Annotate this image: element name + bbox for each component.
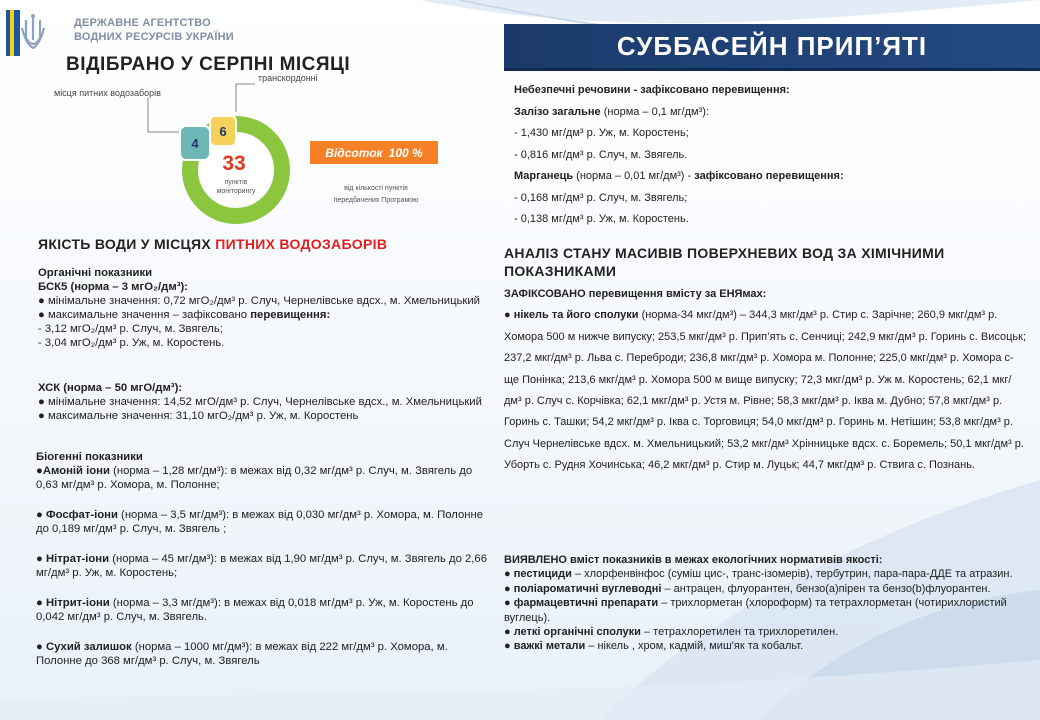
quality-title — [38, 236, 387, 252]
biogenic-heading: Біогенні показники — [36, 451, 143, 463]
percent-value: 100 % — [388, 145, 423, 160]
xsk-max: ● максимальне значення: 31,10 мгО₂/дм³ р. Уж, м. Коростень — [38, 410, 359, 422]
manganese-value-2: - 0,138 мг/дм³ р. Уж, м. Коростень. — [514, 213, 689, 225]
quality-title-highlight: ПИТНИХ ВОДОЗАБОРІВ — [215, 236, 388, 252]
biogenic-block — [36, 450, 488, 492]
bsk-value-1: - 3,12 мгО₂/дм³ р. Случ, м. Звягель; — [38, 323, 223, 335]
agency-name-line2: ВОДНИХ РЕСУРСІВ УКРАЇНИ — [74, 31, 234, 43]
bsk-heading: БСК5 (норма – 3 мгО₂/дм³): — [38, 281, 188, 293]
iron-line: Залізо загальне (норма – 0,1 мг/дм³): — [514, 105, 709, 118]
phosphate-item: ● Фосфат-іони (норма – 3,5 мг/дм³): в межах від 0,030 мг/дм³ р. Хомора, м. Полонне до 0,189 мг/дм³ р. Случ, м. Звягель ; — [36, 509, 483, 535]
drinking-count: 4 — [191, 136, 199, 151]
metals-item: ● важкі метали – нікель , хром, кадмій, миш'як та кобальт. — [504, 640, 804, 653]
pesticides-item: ● пестициди – хлорфенвінфос (суміш цис-, транс-ізомерів), тербутрин, пара-пара-ДДЕ та атразин. — [504, 568, 1013, 581]
monitoring-total: 33 — [222, 152, 246, 175]
bsk-value-2: - 3,04 мгО₂/дм³ р. Уж, м. Коростень. — [38, 337, 225, 349]
percent-note-line1: від кількості пунктів — [344, 185, 408, 192]
monitoring-total-caption — [206, 178, 266, 196]
pah-item: ● поліароматичні вуглеводні – антрацен, флуорантен, бензо(а)пірен та бензо(b)флуорантен. — [504, 582, 991, 595]
ammonium-item: ●Амоній іони (норма – 1,28 мг/дм³): в межах від 0,32 мг/дм³ р. Случ, м. Звягель до 0,63 мг/дм³ р. Хомора, м. Полонне; — [36, 465, 473, 491]
iron-value-2: - 0,816 мг/дм³ р. Случ, м. Звягель. — [514, 148, 688, 161]
total-caption-line1: пунктів — [224, 179, 248, 186]
analysis-body — [504, 284, 1028, 477]
percent-note-line2: передбачених Програмою — [333, 197, 419, 204]
percent-badge — [310, 141, 438, 164]
basin-title: СУББАСЕЙН ПРИП’ЯТІ — [616, 30, 928, 61]
hazardous-block — [514, 80, 1014, 231]
hazardous-heading: Небезпечні речовини - зафіксовано перевищення: — [514, 84, 790, 96]
percent-note — [320, 183, 432, 207]
iron-value-1: - 1,430 мг/дм³ р. Уж, м. Коростень; — [514, 127, 689, 139]
agency-name-line1: ДЕРЖАВНЕ АГЕНТСТВО — [74, 17, 211, 29]
label-transborder: транскордонні — [258, 73, 318, 83]
pharma-item: ● фармацевтичні препарати – трихлорметан (хлороформ) та тетрахлорметан (чотирихлористий вуглець). — [504, 597, 1007, 624]
transborder-count: 6 — [219, 124, 227, 139]
nitrite-item: ● Нітрит-іони (норма – 3,3 мг/дм³): в межах від 0,018 мг/дм³ р. Уж, м. Коростень до 0,042 мг/дм³ р. Случ, м. Звягель. — [36, 597, 474, 623]
dry-residue-item: ● Сухий залишок (норма – 1000 мг/дм³): в межах від 222 мг/дм³ р. Хомора, м. Полонне до 368 мг/дм³ р. Случ, м. Звягель — [36, 641, 448, 667]
eco-norms-block — [504, 553, 1032, 654]
xsk-heading: ХСК (норма – 50 мгО/дм³): — [38, 382, 183, 394]
exceed-heading: ЗАФІКСОВАНО перевищення вмісту за ЕНЯмах: — [504, 288, 767, 300]
nitrate-item: ● Нітрат-іони (норма – 45 мг/дм³): в межах від 1,90 мг/дм³ р. Случ, м. Звягель до 2,66 мг/дм³ р. Уж, м. Коростень; — [36, 553, 487, 579]
xsk-min: ● мінімальне значення: 14,52 мгО/дм³ р. Случ, Чернелівське вдсх., м. Хмельницький — [38, 396, 482, 408]
selected-title: ВІДІБРАНО У СЕРПНІ МІСЯЦІ — [66, 54, 351, 75]
manganese-value-1: - 0,168 мг/дм³ р. Случ, м. Звягель; — [514, 191, 688, 204]
analysis-title: АНАЛІЗ СТАНУ МАСИВІВ ПОВЕРХНЕВИХ ВОД ЗА ХІМІЧНИМИ ПОКАЗНИКАМИ — [504, 245, 945, 279]
percent-label: Відсоток — [325, 145, 383, 160]
bsk-max: ● максимальне значення – зафіксовано перевищення: — [38, 309, 331, 321]
organic-block — [38, 266, 488, 350]
eco-heading: ВИЯВЛЕНО вміст показників в межах екологічних нормативів якості: — [504, 554, 883, 566]
total-caption-line2: моніторингу — [216, 188, 256, 195]
quality-title-prefix: ЯКІСТЬ ВОДИ У МІСЦЯХ — [38, 236, 212, 252]
nickel-item: ● нікель та його сполуки (норма-34 мкг/дм³) – 344,3 мкг/дм³ р. Стир с. Зарічне; 260,9 мкг/дм³ р. Хомора 500 м нижче випуску; 253,5 мкг/дм³ р. Прип’ять с. Сенчиці; 242,9 мкг/дм³ р. Горинь с. Висоцьк; 237,2 мкг/дм³ р. Льва с. Переброди; 236,8 мкг/дм³ р. Хомора м. Полонне; 225,0 мкг/дм³ р. Хомора с-ще Понінка; 213,6 мкг/дм³ р. Хомора 500 м вище випуску; 72,3 мкг/дм³ р. Уж м. Коростень; 62,1 мкг/дм³ р. Случ с. Корчівка; 62,1 мкг/дм³ р. Устя м. Рівне; 58,3 мкг/дм³ р. Іква м. Дубно; 57,8 мкг/дм³ р. Горинь с. Ташки; 54,2 мкг/дм³ р. Іква с. Торговиця; 54,0 мкг/дм³ р. Горинь м. Нетішин; 53,8 мкг/дм³ р. Случ Чернелівське вдсх. м. Хмельницький; 53,2 мкг/дм³ Хрінницьке вдсх. с. Боремель; 50,1 мкг/дм³ р. Уборть с. Рудня Хочинська; 46,2 мкг/дм³ р. Стир м. Луцьк; 44,7 мкг/дм³ р. Ствига с. Познань. — [504, 309, 1027, 472]
organic-heading: Органічні показники — [38, 267, 153, 279]
voc-item: ● леткі органічні сполуки – тетрахлоретилен та трихлоретилен. — [504, 626, 839, 639]
bsk-min: ● мінімальне значення: 0,72 мгО₂/дм³ р. Случ, Чернелівське вдсх., м. Хмельницький — [38, 295, 480, 307]
manganese-line: Марганець (норма – 0,01 мг/дм³) - зафіксовано перевищення: — [514, 170, 844, 182]
xsk-block — [38, 381, 488, 423]
label-drinking-intakes: місця питних водозаборів — [54, 88, 161, 98]
